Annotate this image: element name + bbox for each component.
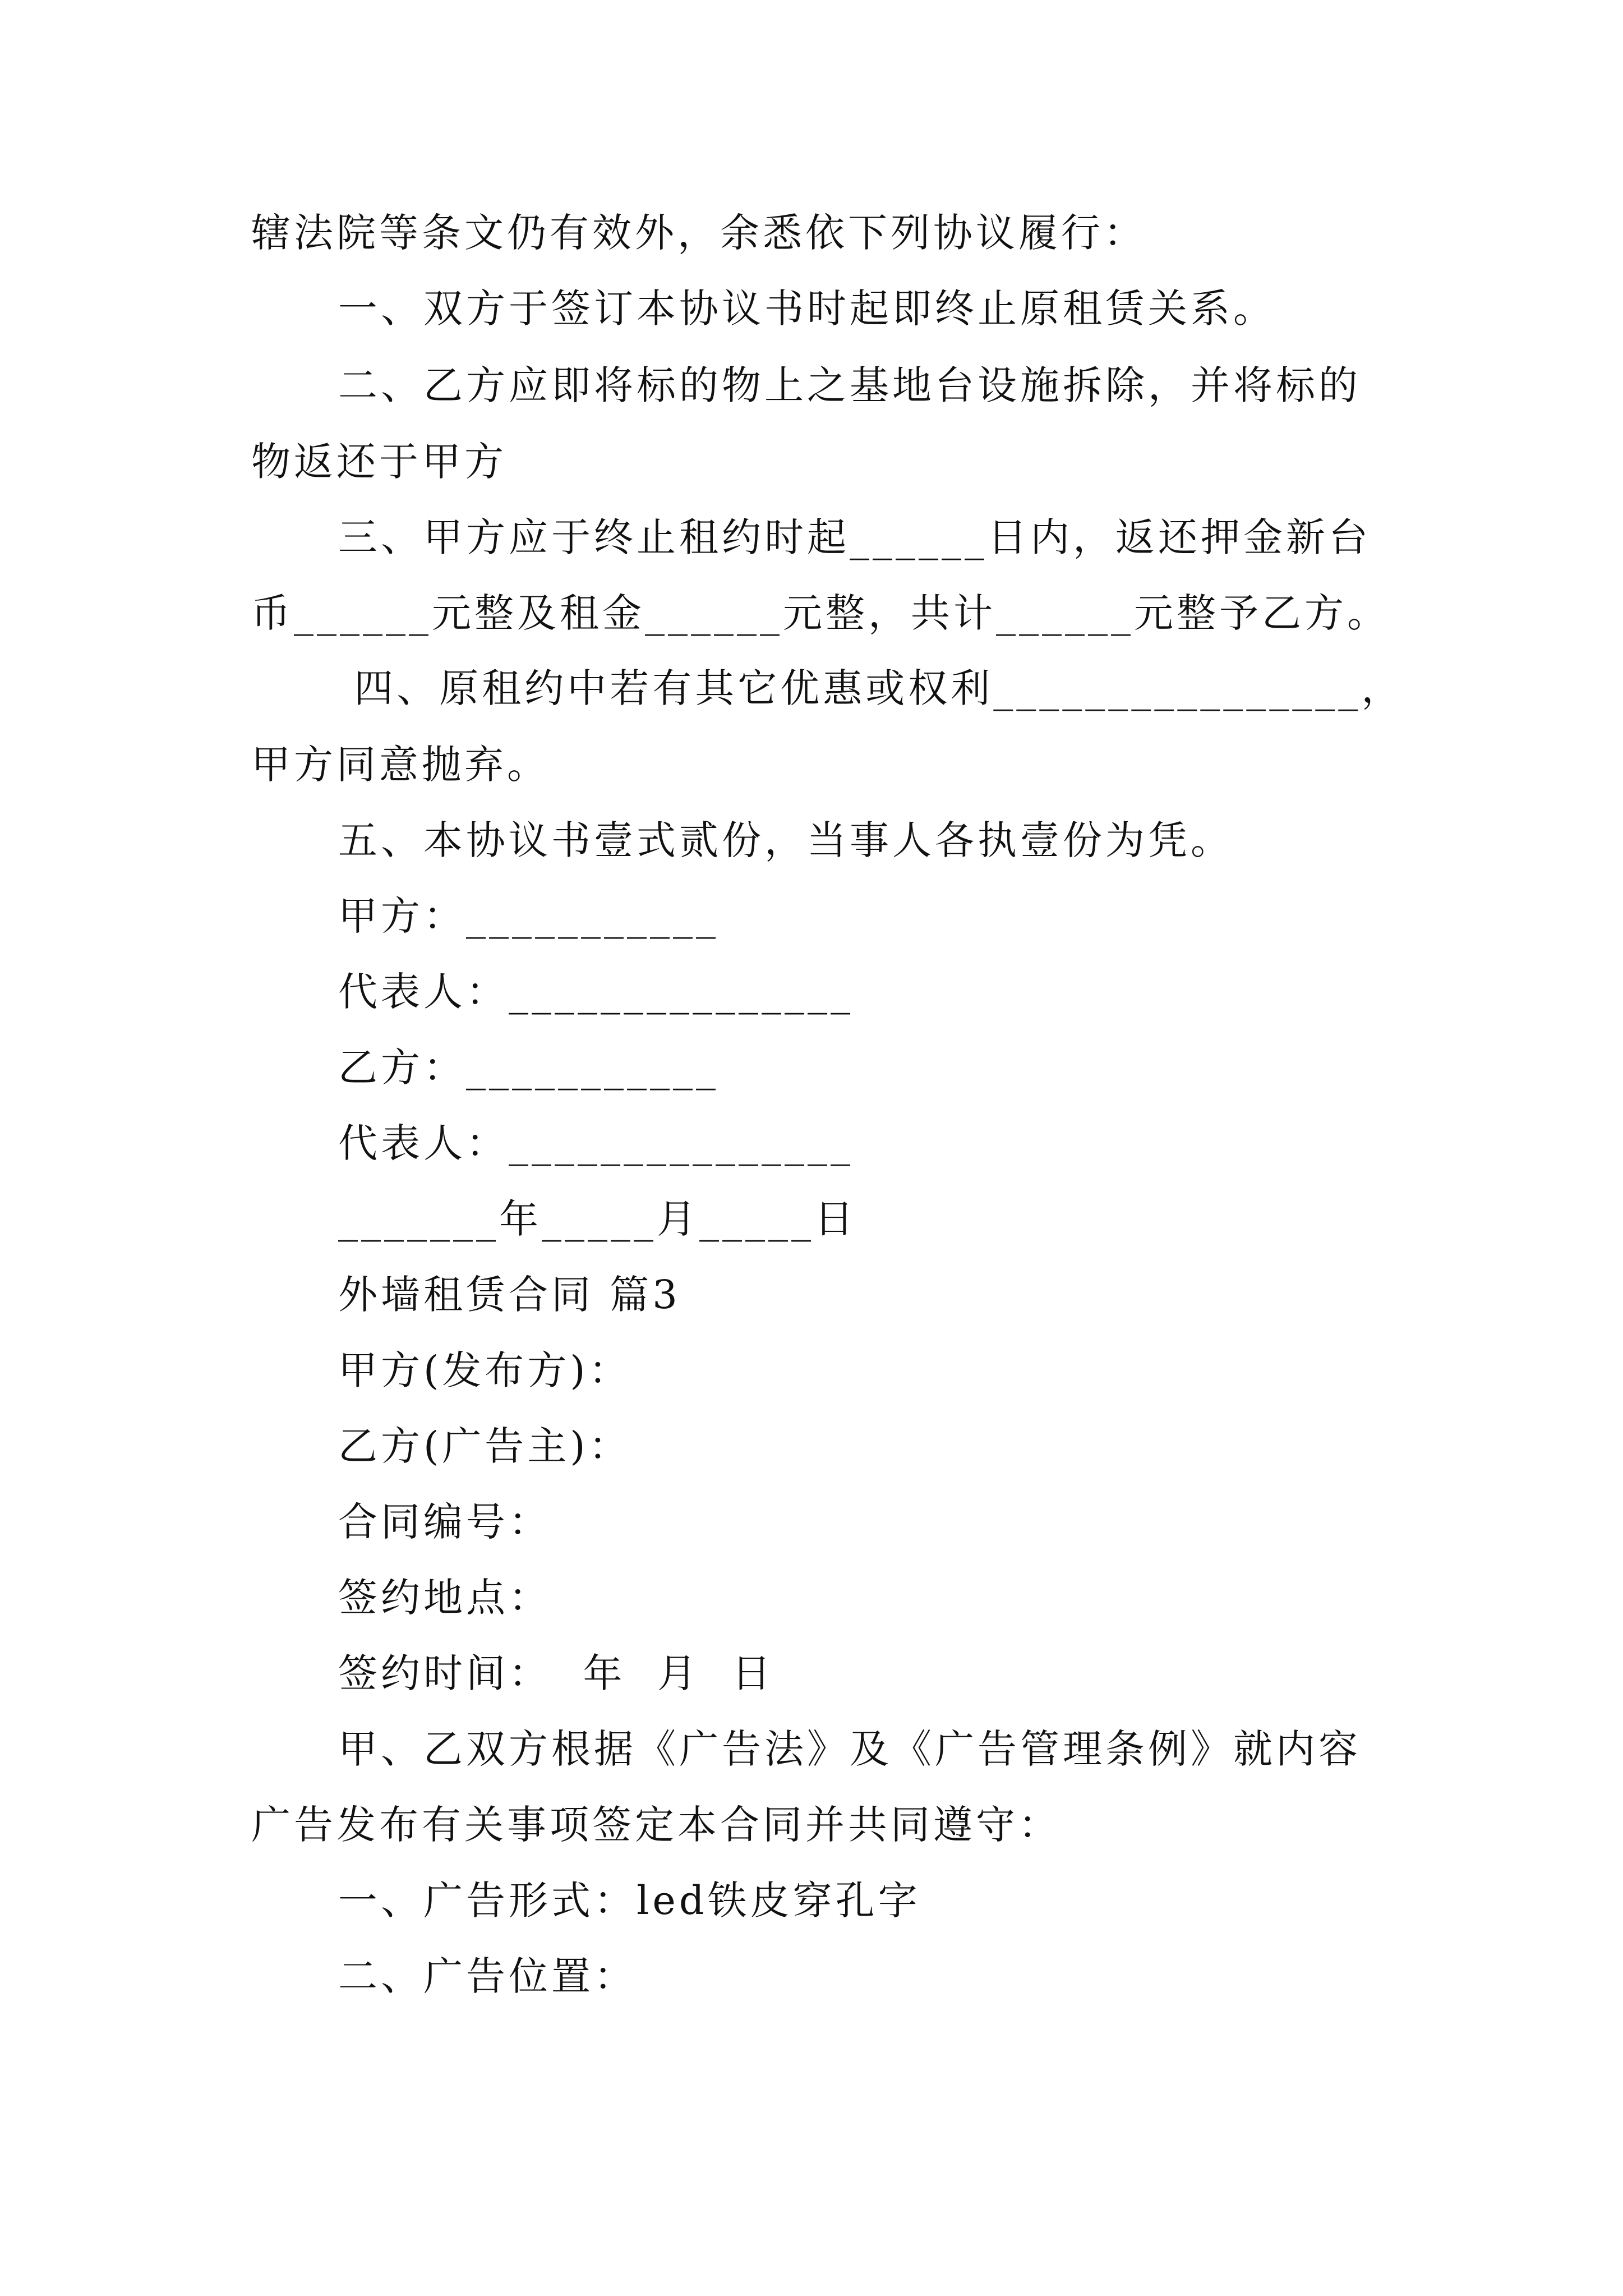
clause-4-continuation: 甲方同意抛弃。 [251, 742, 550, 788]
clause-1: 一、双方于签订本协议书时起即终止原租赁关系。 [338, 286, 1276, 332]
ad-form-clause: 一、广告形式：led铁皮穿孔字 [338, 1878, 921, 1924]
party-b-signature: 乙方：___________ [338, 1045, 719, 1091]
signing-place-field: 签约地点： [338, 1575, 551, 1621]
advertiser-field: 乙方(广告主)： [338, 1423, 631, 1469]
party-a-representative: 代表人：_______________ [338, 969, 854, 1015]
party-a-signature: 甲方：___________ [338, 893, 719, 939]
party-b-representative: 代表人：_______________ [338, 1120, 854, 1166]
ad-position-clause: 二、广告位置： [338, 1953, 637, 1999]
clause-3: 三、甲方应于终止租约时起______日内，返还押金新台 [338, 514, 1371, 560]
agreement-intro-continuation: 广告发布有关事项签定本合同并共同遵守： [251, 1802, 1061, 1848]
contract-number-field: 合同编号： [338, 1499, 551, 1545]
clause-2-continuation: 物返还于甲方 [251, 439, 507, 485]
section-heading: 外墙租赁合同 篇3 [338, 1272, 681, 1318]
clause-4: 四、原租约中若有其它优惠或权利________________， [338, 665, 1404, 711]
signing-date: _______年_____月_____日 [338, 1196, 857, 1242]
agreement-intro: 甲、乙双方根据《广告法》及《广告管理条例》就内容 [338, 1726, 1361, 1772]
text-line-closing-clause: 辖法院等条文仍有效外，余悉依下列协议履行： [251, 210, 1146, 256]
clause-5: 五、本协议书壹式贰份，当事人各执壹份为凭。 [338, 817, 1233, 863]
clause-3-continuation: 币______元整及租金______元整，共计______元整予乙方。 [251, 590, 1390, 636]
clause-2: 二、乙方应即将标的物上之基地台设施拆除，并将标的 [338, 362, 1361, 408]
signing-time-field: 签约时间： 年 月 日 [338, 1650, 774, 1696]
publisher-field: 甲方(发布方)： [338, 1347, 631, 1393]
